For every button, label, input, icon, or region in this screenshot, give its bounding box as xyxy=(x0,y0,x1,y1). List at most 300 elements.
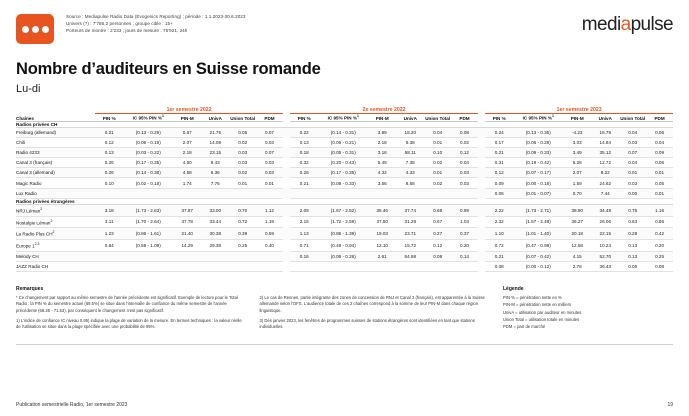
section-title: Radios privées étrangères xyxy=(16,198,673,204)
table-cell: (0.06 - 0.21) xyxy=(318,137,368,147)
table-cell: (0.17 - 0.35) xyxy=(123,158,173,168)
table-cell: 1.74 xyxy=(173,178,201,188)
table-cell xyxy=(424,261,451,271)
table-cell: 3.16 xyxy=(368,147,396,157)
table-cell: 0.03 xyxy=(451,168,478,178)
row-label: Lux Radio xyxy=(16,188,95,198)
table-cell: 0.02 xyxy=(229,168,256,178)
footnotes xyxy=(16,286,673,334)
cell-gap xyxy=(478,137,485,147)
table-row xyxy=(16,216,673,228)
cell-gap xyxy=(478,228,485,240)
column-header-pin: PIN % xyxy=(485,114,513,122)
brand-wordmark xyxy=(582,14,673,36)
remark-1: 1) L'indice de confiance IC niveau 0.95) indique la plage de variation de la mesure. En termes techniques : la valeur réelle de l'utilisation se situe dans la plage spécifiée avec une probabilité de 95%. xyxy=(16,317,242,329)
cell-gap xyxy=(283,188,290,198)
table-row xyxy=(16,168,673,178)
cell-gap xyxy=(478,204,485,216)
table-cell xyxy=(95,261,123,271)
row-label: La Radio Plus $CH^2$ xyxy=(16,228,95,240)
table-cell: 1.23 xyxy=(95,228,123,240)
table-cell: 0.12 xyxy=(424,240,451,252)
table-row xyxy=(16,261,673,271)
table-cell: (0.00 - 0.12) xyxy=(513,261,563,271)
table-cell: 0.09 xyxy=(485,178,513,188)
table-cell: 14.08 xyxy=(201,137,229,147)
table-row xyxy=(16,240,673,252)
table-cell: 0.01 xyxy=(229,178,256,188)
table-cell: 0.04 xyxy=(424,127,451,137)
table-cell: 15.72 xyxy=(396,240,424,252)
table-cell: 3.18 xyxy=(95,204,123,216)
table-cell: 0.01 xyxy=(424,137,451,147)
table-cell: 0.99 xyxy=(451,204,478,216)
table-cell: (0.49 - 0.94) xyxy=(318,240,368,252)
table-cell: 64.98 xyxy=(396,251,424,261)
cell-gap xyxy=(283,168,290,178)
table-cell: 0.28 xyxy=(619,228,646,240)
table-cell: (0.17 - 0.35) xyxy=(318,168,368,178)
remark-2: 2) Le cas de Rennes, partie intégrante des zones de concession de RNJ et Canal 3 (français), est apparentée à la Suisse allemande selon l'OFS. L'audience totale de ces 2 chaînes correspond à la somme de leur PIN-M dans chaque région linguistique. xyxy=(259,295,485,313)
cell-gap xyxy=(478,178,485,188)
column-header-channels: Chaînes xyxy=(16,114,95,122)
table-cell xyxy=(290,188,318,198)
table-cell: 19.03 xyxy=(368,228,396,240)
table-cell: 0.10 xyxy=(424,147,451,157)
table-cell: 0.12 xyxy=(485,168,513,178)
table-cell: 14.29 xyxy=(173,240,201,252)
table-cell: 37.50 xyxy=(368,216,396,228)
table-cell: 0.03 xyxy=(256,168,283,178)
table-cell: 29.38 xyxy=(201,240,229,252)
cell-gap xyxy=(478,240,485,252)
column-header-union-total: Union Total xyxy=(229,114,256,122)
table-cell: 0.20 xyxy=(451,240,478,252)
table-row xyxy=(16,251,673,261)
table-cell: (0.02 - 0.18) xyxy=(123,178,173,188)
table-cell: 0.70 xyxy=(229,204,256,216)
table-cell: 0.63 xyxy=(619,216,646,228)
table-cell: 0.21 xyxy=(95,127,123,137)
table-cell: 0.31 xyxy=(485,158,513,168)
column-header-univa: UnivA xyxy=(591,114,619,122)
table-cell: 3.49 xyxy=(563,147,591,157)
table-cell: 0.03 xyxy=(229,147,256,157)
table-cell: -4.23 xyxy=(563,127,591,137)
cell-gap xyxy=(478,261,485,271)
row-label: Canal 3 (allemand) xyxy=(16,168,95,178)
section-title: Radios privées CH xyxy=(16,121,673,127)
table-cell: 18.20 xyxy=(396,127,424,137)
page-footer xyxy=(16,402,673,408)
cell-gap xyxy=(478,188,485,198)
cell-gap xyxy=(478,168,485,178)
table-cell xyxy=(173,261,201,271)
table-cell: 7.38 xyxy=(396,158,424,168)
table-cell: (0.00 - 0.18) xyxy=(513,178,563,188)
table-cell xyxy=(368,188,396,198)
table-cell: 38.90 xyxy=(563,204,591,216)
table-cell: 0.01 xyxy=(424,168,451,178)
table-cell: 0.02 xyxy=(424,158,451,168)
table-cell: 0.13 xyxy=(619,251,646,261)
cell-gap xyxy=(478,158,485,168)
table-cell: (0.01 - 0.07) xyxy=(513,188,563,198)
table-row xyxy=(16,178,673,188)
table-cell: 8.68 xyxy=(396,178,424,188)
table-cell: 0.71 xyxy=(290,240,318,252)
table-cell: 0.04 xyxy=(451,158,478,168)
table-cell: (0.86 - 1.39) xyxy=(318,228,368,240)
table-cell xyxy=(201,188,229,198)
legend-item-pin-pct: PIN % = pénétration nette en % xyxy=(503,295,562,301)
table-cell: 33.44 xyxy=(201,216,229,228)
table-cell: 0.06 xyxy=(646,158,673,168)
table-cell xyxy=(229,251,256,261)
table-cell: 0.13 xyxy=(95,147,123,157)
cell-gap xyxy=(478,147,485,157)
table-cell xyxy=(229,261,256,271)
table-cell: 0.39 xyxy=(229,228,256,240)
table-cell: (0.14 - 0.38) xyxy=(123,168,173,178)
page-number: 19 xyxy=(667,402,673,408)
table-cell: (0.13 - 0.35) xyxy=(513,127,563,137)
table-cell: 1.12 xyxy=(256,204,283,216)
table-cell: 21.40 xyxy=(173,228,201,240)
table-cell: 3.56 xyxy=(368,178,396,188)
page-title: Nombre d’auditeurs en Suisse romande xyxy=(16,60,321,78)
table-cell: 0.14 xyxy=(451,251,478,261)
table-cell: (0.06 - 0.26) xyxy=(318,251,368,261)
table-cell: 0.08 xyxy=(451,127,478,137)
notes-middle-column xyxy=(260,286,490,334)
table-cell: 2.09 xyxy=(290,204,318,216)
source-line-3: Porteurs de montre : 2'233 ; jours de mesure : 75'921, 24h xyxy=(66,28,188,33)
table-cell: 22.15 xyxy=(591,228,619,240)
table-cell: 10.24 xyxy=(591,240,619,252)
column-header-pin-m: PIN-M xyxy=(563,114,591,122)
row-label: NRJ Léman$^2$ xyxy=(16,204,95,216)
column-header-row xyxy=(16,114,673,122)
cell-gap xyxy=(283,204,290,216)
table-cell xyxy=(95,251,123,261)
cell-gap xyxy=(283,147,290,157)
cell-gap xyxy=(478,127,485,137)
table-cell: (0.59 - 1.09) xyxy=(123,240,173,252)
table-cell: 0.17 xyxy=(485,137,513,147)
table-cell xyxy=(256,188,283,198)
audience-table xyxy=(16,107,673,272)
table-cell: 2.61 xyxy=(368,251,396,261)
table-row xyxy=(16,127,673,137)
footer-divider xyxy=(16,344,673,345)
cell-gap xyxy=(283,251,290,261)
table-cell: (0.09 - 0.33) xyxy=(513,147,563,157)
source-line-2: Univers (?) : 7'786,2 personnes ; groupe cible : 15+ xyxy=(66,21,173,26)
table-cell: 0.59 xyxy=(256,228,283,240)
table-cell: 0.32 xyxy=(290,158,318,168)
table-cell: 0.06 xyxy=(646,127,673,137)
table-cell: (1.73 - 2.71) xyxy=(513,204,563,216)
table-cell: 4.32 xyxy=(368,168,396,178)
table-cell: 37.74 xyxy=(396,204,424,216)
table-cell: 0.18 xyxy=(290,147,318,157)
column-gap xyxy=(283,114,290,122)
table-cell: 0.21 xyxy=(485,251,513,261)
table-cell: 0.09 xyxy=(646,147,673,157)
table-cell: 0.03 xyxy=(619,137,646,147)
footer-publication: Publication semestrielle Radio, 1er semestre 2023 xyxy=(16,402,128,408)
table-cell: 0.21 xyxy=(290,178,318,188)
brand-accent: a xyxy=(620,14,631,35)
table-cell: 1.59 xyxy=(563,178,591,188)
table-cell: (0.47 - 0.98) xyxy=(513,240,563,252)
table-cell: 0.03 xyxy=(256,137,283,147)
table-cell: 3.11 xyxy=(95,216,123,228)
table-cell: 0.68 xyxy=(424,204,451,216)
table-cell: 16.79 xyxy=(591,127,619,137)
table-cell: 5.49 xyxy=(368,158,396,168)
table-cell: 5.28 xyxy=(563,158,591,168)
table-cell: 30.38 xyxy=(201,228,229,240)
table-cell: 2.32 xyxy=(485,216,513,228)
table-cell: 23.15 xyxy=(201,147,229,157)
table-cell: 0.03 xyxy=(619,178,646,188)
table-cell: 0.04 xyxy=(619,127,646,137)
table-cell: 0.04 xyxy=(646,137,673,147)
table-cell: 0.01 xyxy=(646,188,673,198)
table-cell: 0.76 xyxy=(619,204,646,216)
table-cell: (0.06 - 0.28) xyxy=(513,137,563,147)
table-cell: 34.48 xyxy=(591,204,619,216)
table-cell: 8.38 xyxy=(396,137,424,147)
remarks-title: Remarques xyxy=(16,286,44,293)
column-header-ic-95-pin: IC 95% PIN %$^1$ xyxy=(318,114,368,122)
table-cell: 37.87 xyxy=(173,204,201,216)
column-header-pin: PIN % xyxy=(290,114,318,122)
remarks-column xyxy=(16,286,246,334)
table-cell: 58.11 xyxy=(396,147,424,157)
column-gap xyxy=(478,114,485,122)
table-cell: 23.71 xyxy=(396,228,424,240)
table-cell: 0.03 xyxy=(451,178,478,188)
table-cell: 7.44 xyxy=(591,188,619,198)
table-cell: 0.08 xyxy=(646,261,673,271)
table-cell: (0.20 - 0.43) xyxy=(318,158,368,168)
table-cell: 0.25 xyxy=(229,240,256,252)
brand-part-1: medi xyxy=(581,14,621,35)
table-cell: 52.70 xyxy=(591,251,619,261)
table-cell: 0.05 xyxy=(646,178,673,188)
row-label: Canal 3 (français) xyxy=(16,158,95,168)
table-cell: 0.03 xyxy=(256,158,283,168)
table-cell: 24.62 xyxy=(591,178,619,188)
table-cell: (0.07 - 0.17) xyxy=(513,168,563,178)
table-cell: 0.67 xyxy=(173,127,201,137)
table-cell xyxy=(123,188,173,198)
table-cell: 0.27 xyxy=(424,228,451,240)
legend-item-union-total: Union Total = utilisation totale en minutes xyxy=(503,316,580,322)
table-cell: 0.04 xyxy=(619,158,646,168)
table-cell: 4.58 xyxy=(173,168,201,178)
column-header-pdm: PDM xyxy=(646,114,673,122)
table-cell: 6.36 xyxy=(201,168,229,178)
table-cell: (1.01 - 1.40) xyxy=(513,228,563,240)
cell-gap xyxy=(283,240,290,252)
row-label: Chili xyxy=(16,137,95,147)
mediapulse-logo-icon xyxy=(16,14,54,44)
table-cell: 0.07 xyxy=(256,127,283,137)
row-label: Nostalgie Léman$^2$ xyxy=(16,216,95,228)
table-cell: 0.13 xyxy=(619,240,646,252)
table-cell: 9.43 xyxy=(201,158,229,168)
table-cell: 12.58 xyxy=(563,240,591,252)
column-header-union-total: Union Total xyxy=(619,114,646,122)
table-cell: 0.12 xyxy=(95,137,123,147)
legend-column xyxy=(503,286,673,334)
table-cell: 2.07 xyxy=(173,137,201,147)
table-cell: 0.01 xyxy=(256,178,283,188)
table-cell: 0.06 xyxy=(619,261,646,271)
cell-gap xyxy=(478,251,485,261)
table-cell: 0.06 xyxy=(485,188,513,198)
table-cell xyxy=(451,188,478,198)
table-cell: (0.06 - 0.19) xyxy=(123,137,173,147)
table-cell: 20.18 xyxy=(563,228,591,240)
group-header-1: 1er semestre 2022 xyxy=(95,107,283,114)
table-cell: 0.25 xyxy=(646,251,673,261)
table-cell: (1.72 - 2.59) xyxy=(318,216,368,228)
table-cell: (1.67 - 2.52) xyxy=(318,204,368,216)
column-header-pdm: PDM xyxy=(451,114,478,122)
column-header-ic-95-pin: IC 95% PIN %$^1$ xyxy=(123,114,173,122)
table-cell: 0.02 xyxy=(229,137,256,147)
column-header-pdm: PDM xyxy=(256,114,283,122)
table-cell: 1.03 xyxy=(451,216,478,228)
legend-item-pin-m: PIN-M = pénétration nette en milliers xyxy=(503,302,572,308)
table-cell: 0.24 xyxy=(485,127,513,137)
table-cell xyxy=(318,188,368,198)
table-cell: (0.13 - 0.29) xyxy=(123,127,173,137)
table-cell xyxy=(173,251,201,261)
table-cell: 3.03 xyxy=(563,137,591,147)
table-cell: (0.05 - 0.31) xyxy=(318,147,368,157)
legend-title: Légende xyxy=(503,286,524,293)
table-cell: (0.07 - 0.42) xyxy=(513,251,563,261)
table-cell: 0.26 xyxy=(95,158,123,168)
table-cell: 0.08 xyxy=(485,261,513,271)
table-cell: 14.84 xyxy=(591,137,619,147)
table-cell: (1.70 - 2.64) xyxy=(123,216,173,228)
table-cell xyxy=(290,261,318,271)
table-cell: (1.57 - 2.48) xyxy=(513,216,563,228)
table-cell xyxy=(424,188,451,198)
table-cell: 36.43 xyxy=(591,261,619,271)
table-cell xyxy=(318,261,368,271)
table-cell: 36.27 xyxy=(563,216,591,228)
table-cell: 1.19 xyxy=(256,216,283,228)
table-cell xyxy=(368,261,396,271)
table-cell: 7.76 xyxy=(201,178,229,188)
table-cell xyxy=(396,261,424,271)
remark-3: 3) Dès janvier 2023, les fenêtres de programmes suisses de stations étrangères sont identifiées en tant que stations individuelles. xyxy=(259,317,475,329)
table-cell xyxy=(256,251,283,261)
group-header-3: 1er semestre 2023 xyxy=(485,107,673,114)
cell-gap xyxy=(283,261,290,271)
table-cell xyxy=(201,261,229,271)
source-line-1: Source : Mediapulse Radio Data (Evogenics Reporting) ; période : 1.1.2023-30.6.2023 xyxy=(66,14,246,19)
table-cell: 0.22 xyxy=(290,127,318,137)
table-cell: 0.08 xyxy=(424,251,451,261)
table-row xyxy=(16,204,673,216)
group-header-2: 2e semestre 2022 xyxy=(290,107,478,114)
table-cell: 0.07 xyxy=(256,147,283,157)
table-cell: (0.14 - 0.31) xyxy=(318,127,368,137)
row-label: Melody CH xyxy=(16,251,95,261)
table-cell: 0.26 xyxy=(95,168,123,178)
table-cell: 2.78 xyxy=(563,261,591,271)
column-header-univa: UnivA xyxy=(396,114,424,122)
cell-gap xyxy=(283,137,290,147)
table-cell xyxy=(201,251,229,261)
table-cell: 0.21 xyxy=(485,147,513,157)
table-cell: 2.07 xyxy=(563,168,591,178)
table-row xyxy=(16,188,673,198)
table-cell: (1.73 - 2.63) xyxy=(123,204,173,216)
table-cell: 0.84 xyxy=(95,240,123,252)
table-cell xyxy=(256,261,283,271)
cell-gap xyxy=(283,228,290,240)
table-cell: 4.33 xyxy=(396,168,424,178)
table-cell: 31.28 xyxy=(396,216,424,228)
table-cell: 0.67 xyxy=(424,216,451,228)
column-header-pin: PIN % xyxy=(95,114,123,122)
table-cell: (0.08 - 0.33) xyxy=(318,178,368,188)
brand-part-2: pulse xyxy=(630,14,673,35)
table-cell: 0.70 xyxy=(563,188,591,198)
table-body xyxy=(16,107,673,272)
table-row xyxy=(16,158,673,168)
table-cell: 3.89 xyxy=(368,127,396,137)
table-cell: 4.60 xyxy=(173,158,201,168)
table-cell: 0.72 xyxy=(229,216,256,228)
cell-gap xyxy=(283,216,290,228)
cell-gap xyxy=(283,158,290,168)
table-cell xyxy=(451,261,478,271)
table-cell: 0.16 xyxy=(290,251,318,261)
table-row xyxy=(16,147,673,157)
table-cell: 2.22 xyxy=(485,204,513,216)
table-cell: 0.42 xyxy=(646,228,673,240)
table-cell: 12.72 xyxy=(591,158,619,168)
column-header-univa: UnivA xyxy=(201,114,229,122)
table-cell: 0.20 xyxy=(646,240,673,252)
table-cell: 0.03 xyxy=(229,158,256,168)
row-label: Radio 4233 xyxy=(16,147,95,157)
table-cell: (0.19 - 0.42) xyxy=(513,158,563,168)
table-cell: (0.03 - 0.22) xyxy=(123,147,173,157)
table-cell xyxy=(95,188,123,198)
table-cell xyxy=(173,188,201,198)
table-cell: 1.16 xyxy=(646,204,673,216)
table-cell: 1.13 xyxy=(290,228,318,240)
remark-star: * Ce changement par rapport au même semestre de l'année précédente est significatif. Exemple de lecture pour le Total Radio : la PIN % du semestre actuel (69.5%) se situe dans l'intervalle de confiance du même semestre de l'année précédente (68.28 - 71.53), par conséquent le changement n'est pas significatif. xyxy=(16,295,238,313)
table-cell: 2.18 xyxy=(173,147,201,157)
table-cell: 2.18 xyxy=(368,137,396,147)
table-cell: 0.26 xyxy=(290,168,318,178)
page-subtitle: Lu-di xyxy=(16,83,41,95)
table-row xyxy=(16,228,673,240)
